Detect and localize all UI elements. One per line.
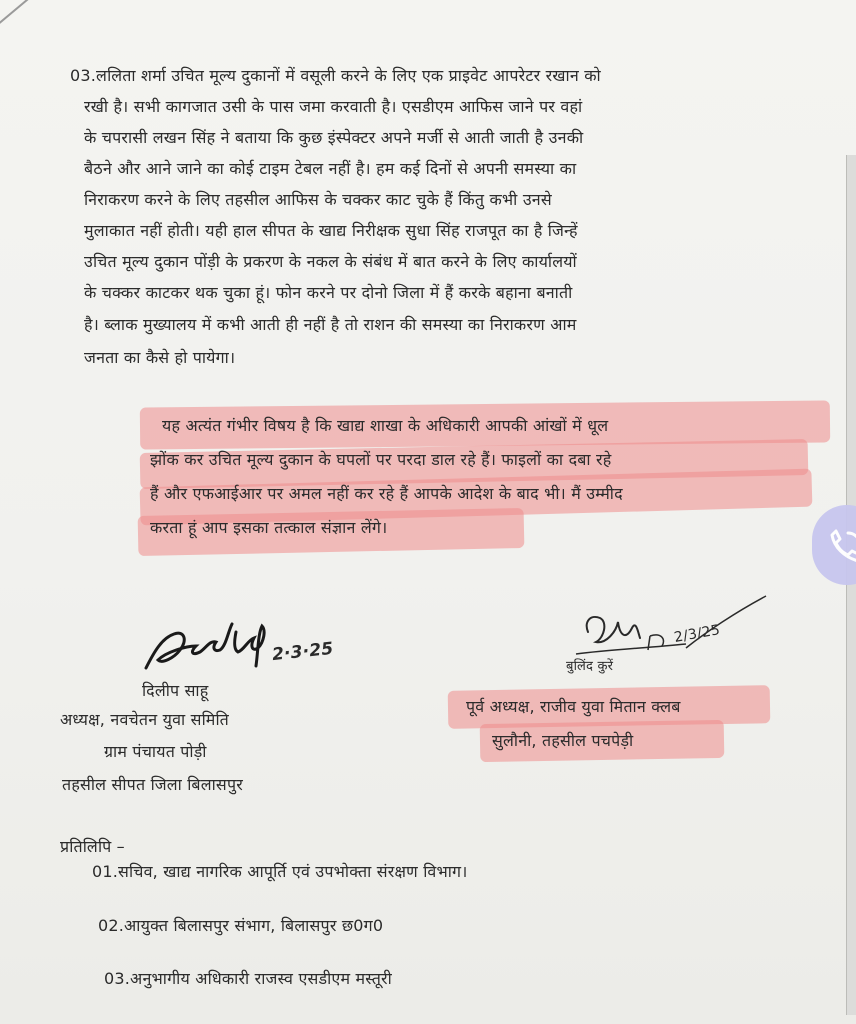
paragraph-line: करता हूं आप इसका तत्काल संज्ञान लेंगे। [150,518,388,537]
paragraph-line: 03.ललिता शर्मा उचित मूल्य दुकानों में वसूली करने के लिए एक प्राइवेट आपरेटर रखान को [70,66,601,85]
paragraph-line: के चपरासी लखन सिंह ने बताया कि कुछ इंस्पेक्टर अपने मर्जी से आती जाती है उनकी [84,128,584,147]
paragraph-line: बैठने और आने जाने का कोई टाइम टेबल नहीं है। हम कई दिनों से अपनी समस्या का [84,159,577,178]
page-edge [846,155,856,1015]
signatory-name: बुलिंद कुरें [566,659,614,674]
call-button[interactable] [812,505,856,585]
corner-mark [0,0,52,32]
paragraph-line: मुलाकात नहीं होती। यही हाल सीपत के खाद्य निरीक्षक सुधा सिंह राजपूत का है जिन्हें [84,221,578,240]
copy-item: 01.सचिव, खाद्य नागरिक आपूर्ति एवं उपभोक्ता संरक्षण विभाग। [92,862,468,881]
signatory-line: सुलौनी, तहसील पचपेड़ी [492,731,634,750]
paragraph-line: यह अत्यंत गंभीर विषय है कि खाद्य शाखा के अधिकारी आपकी आंखों में धूल [162,416,609,435]
signatory-line: ग्राम पंचायत पोड़ी [104,742,207,761]
signature-date: 2/3/25 [672,622,722,646]
paragraph-line: है। ब्लाक मुख्यालय में कभी आती ही नहीं है तो राशन की समस्या का निराकरण आम [84,315,577,334]
paragraph-line: के चक्कर काटकर थक चुका हूं। फोन करने पर दोनो जिला में हैं करके बहाना बनाती [84,283,573,302]
phone-icon [826,527,856,567]
paragraph-line: रखी है। सभी कागजात उसी के पास जमा करवाती है। एसडीएम आफिस जाने पर वहां [84,97,583,116]
signatory-title: पूर्व अध्यक्ष, राजीव युवा मितान क्लब [466,697,681,716]
paragraph-line: उचित मूल्य दुकान पोंड़ी के प्रकरण के नकल के संबंध में बात करने के लिए कार्यालयों [84,252,577,271]
signature-dilip [140,612,280,676]
signature-date: 2·3·25 [271,638,335,666]
paragraph-line: जनता का कैसे हो पायेगा। [84,348,236,367]
signatory-line: तहसील सीपत जिला बिलासपुर [62,775,243,794]
signatory-name: दिलीप साहू [142,681,209,700]
signatory-title: अध्यक्ष, नवचेतन युवा समिति [60,710,229,729]
paragraph-line: झोंक कर उचित मूल्य दुकान के घपलों पर परदा डाल रहे हैं। फाइलों का दबा रहे [150,450,612,469]
copy-item: 03.अनुभागीय अधिकारी राजस्व एसडीएम मस्तूरी [104,969,392,988]
paragraph-line: निराकरण करने के लिए तहसील आफिस के चक्कर काट चुके हैं किंतु कभी उनसे [84,190,552,209]
copy-item: 02.आयुक्त बिलासपुर संभाग, बिलासपुर छ0ग0 [98,916,384,935]
copy-heading: प्रतिलिपि – [60,837,125,856]
paragraph-line: हैं और एफआईआर पर अमल नहीं कर रहे हैं आपके आदेश के बाद भी। मैं उम्मीद [150,484,623,503]
